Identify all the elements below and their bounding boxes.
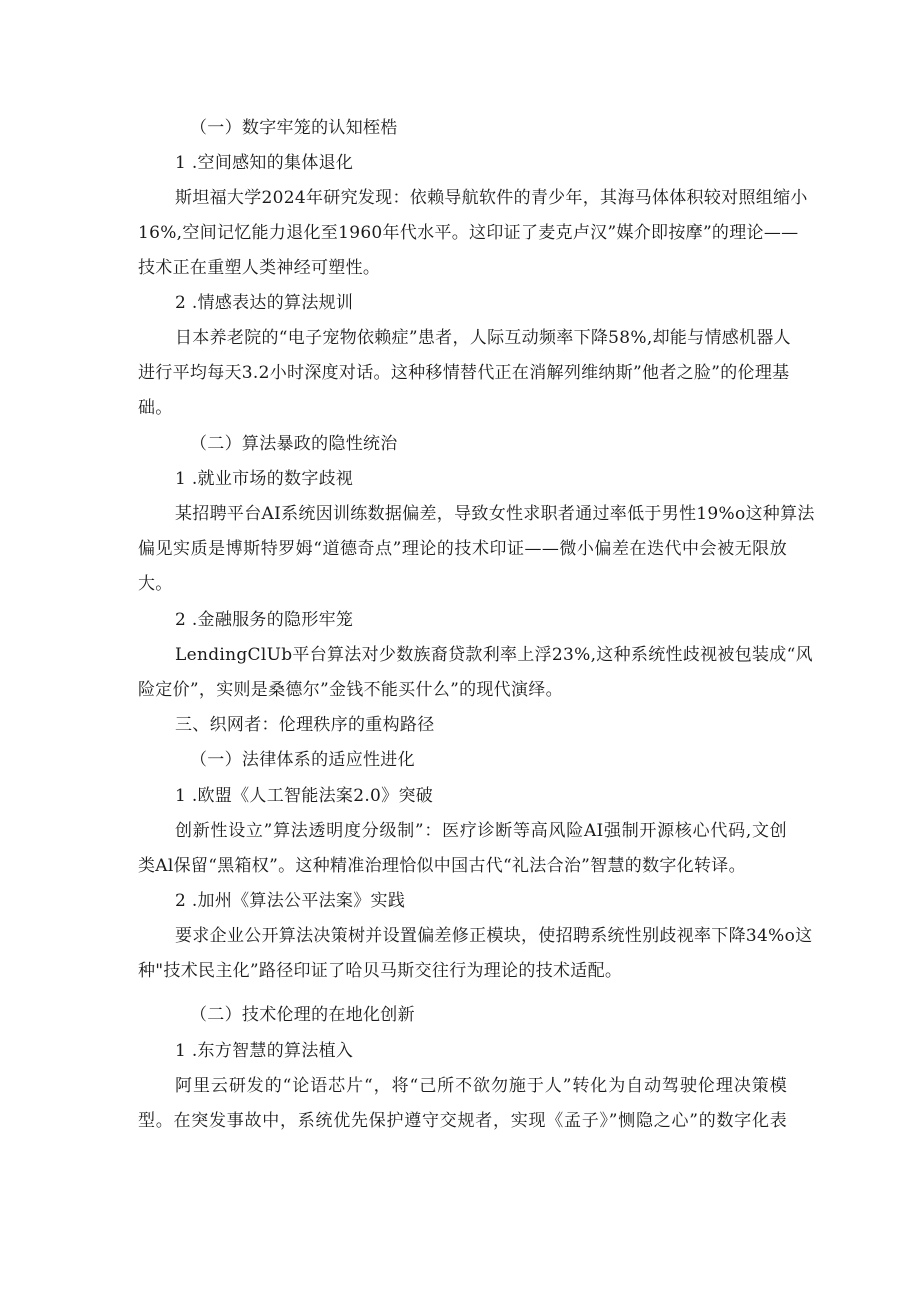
item-heading: 1 .东方智慧的算法植入 [175,1041,354,1061]
subsection-heading: （二）算法暴政的隐性统治 [190,434,398,454]
paragraph-line: 日本养老院的“电子宠物依赖症”患者，人际互动频率下降58%,却能与情感机器人 [175,328,791,348]
paragraph-line: 技术正在重塑人类神经可塑性。 [138,258,381,278]
paragraph-line: 类Al保留“黑箱权”。这种精准治理恰似中国古代“礼法合治”智慧的数字化转译。 [138,856,746,876]
subsection-heading: （二）技术伦理的在地化创新 [190,1005,415,1025]
paragraph-line: 偏见实质是博斯特罗姆“道德奇点”理论的技术印证——微小偏差在迭代中会被无限放 [138,539,787,559]
paragraph-line: 斯坦福大学2024年研究发现：依赖导航软件的青少年，其海马体体积较对照组缩小 [175,188,808,208]
item-heading: 2 .情感表达的算法规训 [175,293,354,313]
paragraph-line: 进行平均每天3.2小时深度对话。这种移情替代正在消解列维纳斯”他者之脸”的伦理基 [138,363,790,383]
paragraph-line: 型。在突发事故中，系统优先保护遵守交规者，实现《孟子》”恻隐之心”的数字化表 [138,1111,787,1131]
subsection-heading: （一）法律体系的适应性进化 [190,750,415,770]
item-heading: 1 .空间感知的集体退化 [175,153,354,173]
paragraph-line: 创新性设立”算法透明度分级制”：医疗诊断等高风险AI强制开源核心代码,文创 [175,821,787,841]
paragraph-line: 大。 [138,574,173,594]
paragraph-line: 险定价”，实则是桑德尔”金钱不能买什么”的现代演绎。 [138,680,563,700]
paragraph-line: 要求企业公开算法决策树并设置偏差修正模块，使招聘系统性别歧视率下降34%o这 [175,926,813,946]
subsection-heading: （一）数字牢笼的认知桎梏 [190,118,398,138]
item-heading: 2 .加州《算法公平法案》实践 [175,891,406,911]
item-heading: 2 .金融服务的隐形牢笼 [175,610,354,630]
paragraph-line: 种"技术民主化”路径印证了哈贝马斯交往行为理论的技术适配。 [138,961,623,981]
paragraph-line: 某招聘平台AI系统因训练数据偏差，导致女性求职者通过率低于男性19%o这种算法 [175,504,815,524]
item-heading: 1 .就业市场的数字歧视 [175,469,354,489]
section-heading: 三、织网者：伦理秩序的重构路径 [175,715,435,735]
paragraph-line: 础。 [138,398,173,418]
paragraph-line: 16%,空间记忆能力退化至1960年代水平。这印证了麦克卢汉”媒介即按摩”的理论—— [138,223,799,243]
item-heading: 1 .欧盟《人工智能法案2.0》突破 [175,786,434,806]
paragraph-line: LendingClUb平台算法对少数族裔贷款利率上浮23%,这种系统性歧视被包装成“风 [175,645,813,665]
paragraph-line: 阿里云研发的“论语芯片“，将“己所不欲勿施于人”转化为自动驾驶伦理决策模 [175,1076,787,1096]
